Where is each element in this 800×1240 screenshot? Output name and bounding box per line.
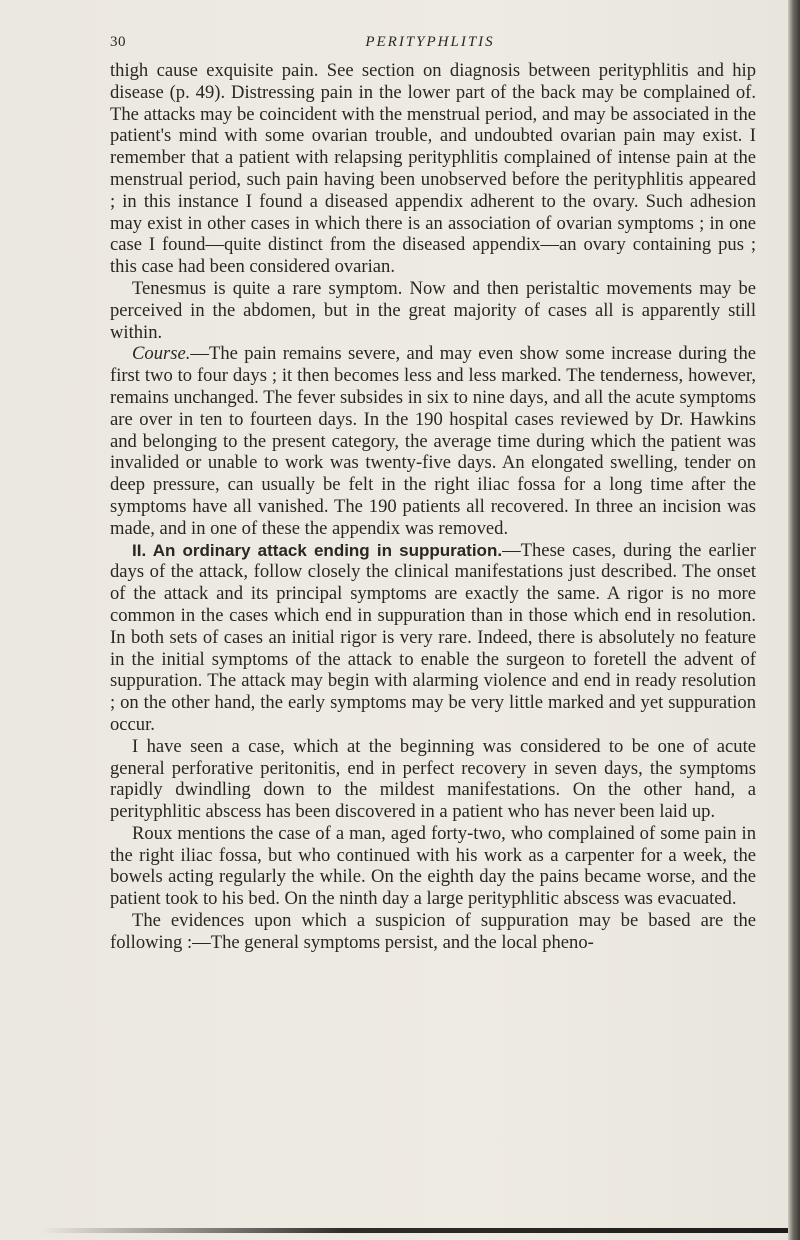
- paragraph-suppuration: [110, 540, 756, 736]
- suppuration-text: —These cases, during the earlier days of the attack, follow closely the clinical manifestations just described. The onset of the attack and its principal symptoms are exactly the same. A rigor is no more common in the cases which end in suppuration than in those which end in resolution. In both sets of cases an initial rigor is very rare. Indeed, there is absolutely no feature in the initial symptoms of the attack to enable the surgeon to foretell the advent of suppuration. The attack may begin with alarming violence and end in ready resolution ; on the other hand, the early symptoms may be very little marked and yet suppuration occur.: [110, 539, 756, 735]
- paragraph-evidences: The evidences upon which a suspicion of suppuration may be based are the following :—The general symptoms persist, and the local pheno-: [110, 910, 756, 953]
- paragraph-roux-case: Roux mentions the case of a man, aged forty-two, who complained of some pain in the right iliac fossa, but who continued with his work as a carpenter for a week, the bowels acting regularly the while. On the eighth day the pains became worse, and the patient took to his bed. On the ninth day a large perityphlitic abscess was evacuated.: [110, 822, 756, 910]
- page-header: [110, 34, 750, 58]
- page-bottom-edge: [40, 1228, 800, 1233]
- body-text: [110, 60, 756, 954]
- paragraph-tenesmus: Tenesmus is quite a rare symptom. Now and then peristaltic movements may be perceived in the abdomen, but in the great majority of cases all is apparently still within.: [110, 277, 756, 343]
- paragraph-course: [110, 343, 756, 539]
- paragraph-ovarian: thigh cause exquisite pain. See section on diagnosis between perityphlitis and hip disease (p. 49). Distressing pain in the lower part of the back may be complained of. The attacks may be coincident with the menstrual period, and may be associated in the patient's mind with some ovarian trouble, and undoubted ovarian pain may exist. I remember that a patient with relapsing perityphlitis complained of intense pain at the menstrual period, such pain having been unobserved before the perityphlitis appeared ; in this instance I found a diseased appendix adherent to the ovary. Such adhesion may exist in other cases in which there is an association of ovarian symptoms ; in one case I found—quite distinct from the diseased appendix—an ovary containing pus ; this case had been considered ovarian.: [110, 60, 756, 278]
- course-label: Course.: [132, 343, 191, 365]
- page-number: 30: [110, 34, 126, 50]
- paragraph-case-peritonitis: I have seen a case, which at the beginning was considered to be one of acute general perforative peritonitis, end in perfect recovery in seven days, the symptoms rapidly dwindling down to the mildest manifestations. On the other hand, a perityphlitic abscess has been discovered in a patient who has never been laid up.: [110, 735, 756, 823]
- book-spine-edge: [788, 0, 800, 1240]
- section-heading-suppuration: II. An ordinary attack ending in suppuration.: [132, 540, 503, 560]
- running-title: PERITYPHLITIS: [365, 34, 495, 50]
- course-text: —The pain remains severe, and may even show some increase during the first two to four days ; it then becomes less and less marked. The tenderness, however, remains unchanged. The fever subsides in six to nine days, and all the acute symptoms are over in ten to fourteen days. In the 190 hospital cases reviewed by Dr. Hawkins and belonging to the present category, the average time during which the patient was invalided or unable to work was twenty-five days. An elongated swelling, tender on deep pressure, can usually be felt in the right iliac fossa for a long time after the symptoms have all vanished. The 190 patients all recovered. In three an incision was made, and in one of these the appendix was removed.: [110, 343, 756, 539]
